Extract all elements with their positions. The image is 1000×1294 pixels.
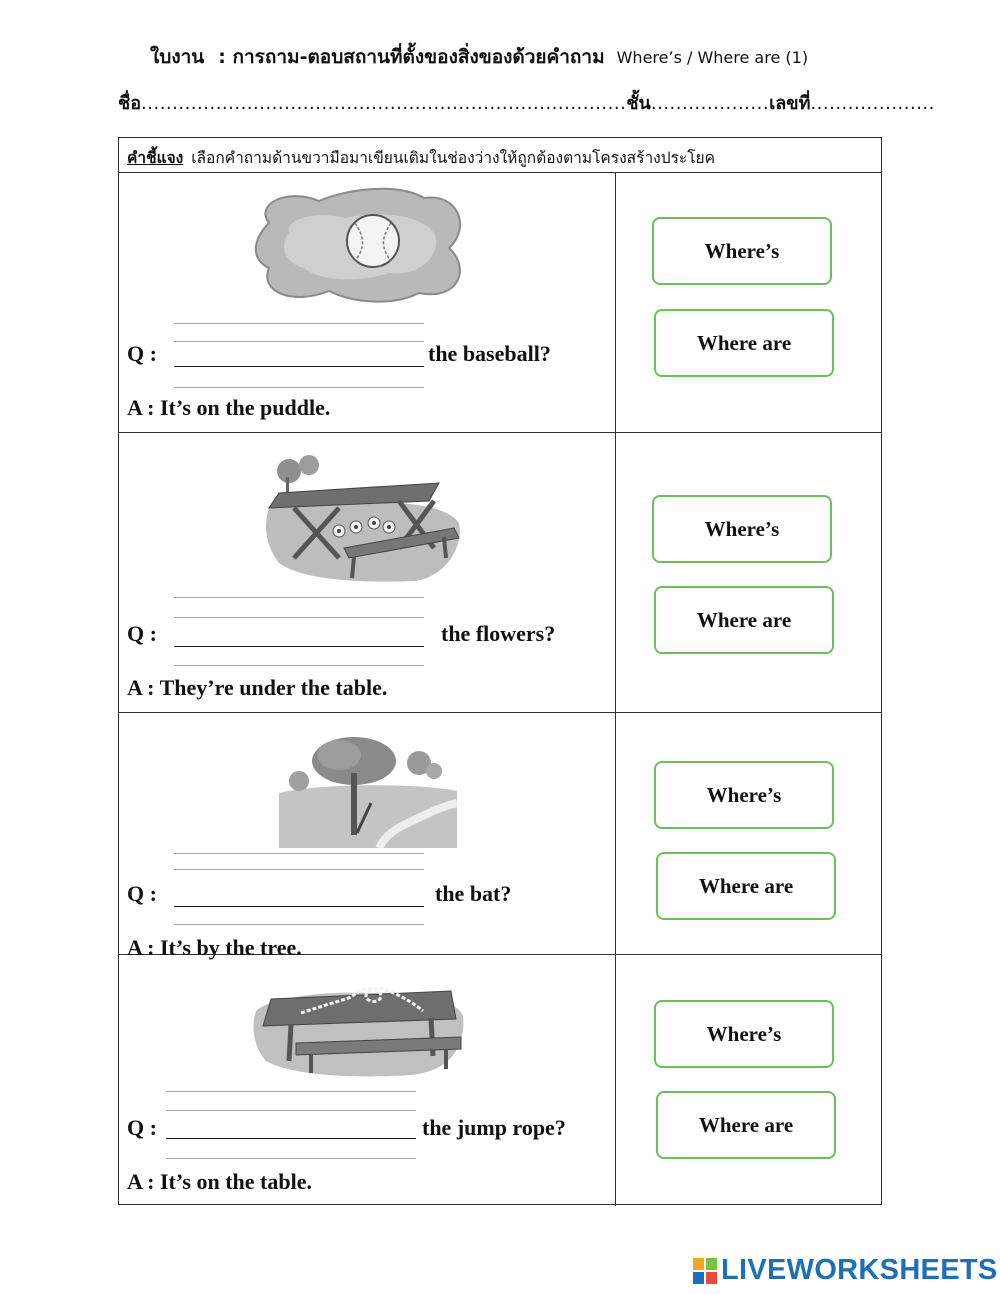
question-label: Q : [127, 881, 157, 906]
title-english: Where’s / Where are (1) [616, 48, 809, 67]
guide-line [174, 597, 424, 598]
question-cell-3 [119, 713, 616, 960]
instructions-text: เลือกคำถามด้านขวามือมาเขียนเติมในช่องว่างให้ถูกต้องตามโครงสร้างประโยค [191, 149, 716, 167]
bat-tree-picture [279, 733, 457, 848]
guide-line [174, 617, 424, 618]
guide-line [166, 1158, 416, 1159]
instructions-row [119, 138, 881, 173]
name-label: ชื่อ [118, 93, 142, 114]
question-cell-4 [119, 955, 616, 1206]
baseball-puddle-picture [249, 183, 469, 308]
question-text: the flowers? [441, 621, 556, 646]
option-wheres-4[interactable]: Where’s [654, 1000, 834, 1068]
title-thai: ใบงาน [150, 46, 205, 68]
worksheet-title [150, 42, 808, 72]
guide-line [174, 853, 424, 854]
question-label: Q : [127, 1115, 157, 1140]
liveworksheets-logo-icon [693, 1258, 717, 1284]
question-text: the bat? [435, 881, 512, 906]
answer-text: A : They’re under the table. [127, 675, 388, 700]
answer-blank-1[interactable] [174, 366, 424, 367]
question-row-4 [119, 955, 881, 1206]
jump-rope-table-picture [251, 971, 466, 1079]
option-wheres-1[interactable]: Where’s [652, 217, 832, 285]
guide-line [166, 1091, 416, 1092]
question-cell-1 [119, 173, 616, 432]
option-wheres-3[interactable]: Where’s [654, 761, 834, 829]
brand-text: LIVEWORKSHEETS [721, 1254, 998, 1286]
number-dots: .................... [810, 93, 935, 114]
question-row-3 [119, 713, 881, 960]
guide-line [174, 323, 424, 324]
question-text: the jump rope? [422, 1115, 566, 1140]
guide-line [174, 869, 424, 870]
answer-blank-2[interactable] [174, 646, 424, 647]
guide-line [174, 341, 424, 342]
flowers-table-picture [264, 453, 464, 583]
question-row-2 [119, 433, 881, 713]
option-where-are-1[interactable]: Where are [654, 309, 834, 377]
option-wheres-2[interactable]: Where’s [652, 495, 832, 563]
instructions-label: คำชี้แจง [127, 149, 184, 167]
name-dots: .............................................................................. [141, 93, 627, 114]
guide-line [174, 387, 424, 388]
option-where-are-4[interactable]: Where are [656, 1091, 836, 1159]
class-dots: ................... [650, 93, 770, 114]
worksheet-table [118, 137, 882, 1205]
option-where-are-3[interactable]: Where are [656, 852, 836, 920]
question-label: Q : [127, 621, 157, 646]
option-where-are-2[interactable]: Where are [654, 586, 834, 654]
answer-blank-4[interactable] [166, 1138, 416, 1139]
student-info-line [118, 88, 935, 117]
answer-blank-3[interactable] [174, 906, 424, 907]
title-topic: : การถาม-ตอบสถานที่ตั้งของสิ่งของด้วยคำถาม [218, 46, 605, 68]
question-text: the baseball? [428, 341, 551, 366]
answer-text: A : It’s by the tree. [127, 935, 302, 960]
answer-text: A : It’s on the table. [127, 1169, 312, 1194]
class-label: ชั้น [626, 93, 651, 114]
liveworksheets-brand [693, 1254, 998, 1287]
number-label: เลขที่ [769, 93, 811, 114]
answer-text: A : It’s on the puddle. [127, 395, 331, 420]
question-label: Q : [127, 341, 157, 366]
guide-line [174, 665, 424, 666]
question-cell-2 [119, 433, 616, 712]
guide-line [166, 1110, 416, 1111]
guide-line [174, 924, 424, 925]
question-row-1 [119, 173, 881, 433]
